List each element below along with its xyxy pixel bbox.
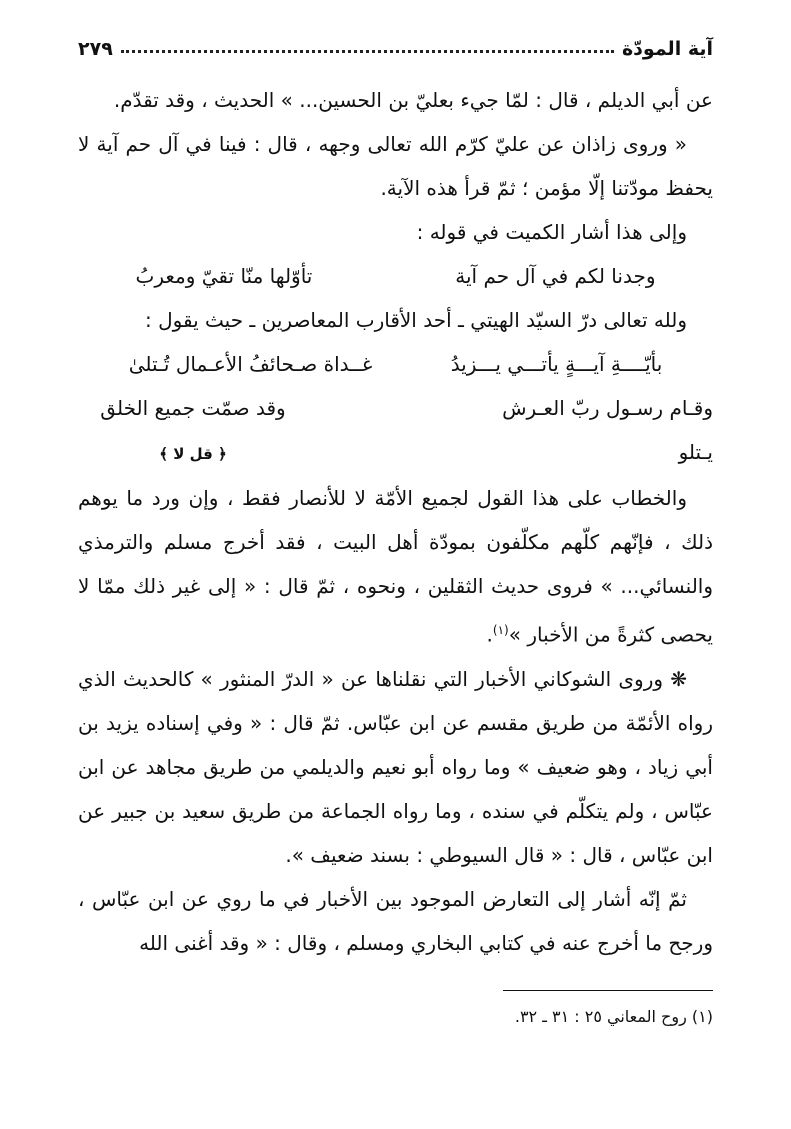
paragraph-5-end: . xyxy=(486,622,493,647)
verse-1-second-hemistich: تأوّلها منّا تقيّ ومعربُ xyxy=(135,264,313,288)
paragraph-6: ❋ وروى الشوكاني الأخبار التي نقلناها عن « الدرّ المنثور » كالحديث الذي رواه الأئمّة من طريق مقسم عن ابن عبّاس. ثمّ قال : « وفي إسناده يزيد بن أبي زياد ، وهو ضعيف » وما رواه أبو نعيم والديلمي من طريق مجاهد عن ابن عبّاس ، ولم يتكلّم في سنده ، وما رواه الجماعة من طريق سعيد بن جبير عن ابن عبّاس ، قال : « قال السيوطي : بسند ضعيف ». xyxy=(78,666,713,867)
paragraph-3: وإلى هذا أشار الكميت في قوله : xyxy=(416,220,687,244)
verse-1-first-hemistich: وجدنا لكم في آل حم آية xyxy=(455,264,656,288)
verse-line-2 xyxy=(78,342,713,386)
footnote-divider xyxy=(503,990,713,991)
page-number: ٢٧٩ xyxy=(78,38,113,60)
paragraph-5-text: والخطاب على هذا القول لجميع الأمّة لا للأنصار فقط ، وإن ورد ما يوهم ذلك ، فإنّهم كلّهم مكلّفون بمودّة أهل البيت ، فقد أخرج مسلم والترمذي والنسائي... » فروى حديث الثقلين ، ونحوه ، ثمّ قال : « إلى غير ذلك ممّا لا يحصى كثرةً من الأخبار » xyxy=(78,486,713,647)
verse-line-3 xyxy=(78,386,713,476)
quran-quote: ﴿ قل لا ﴾ xyxy=(159,445,227,463)
paragraph-4: ولله تعالى درّ السيّد الهيتي ـ أحد الأقارب المعاصرين ـ حيث يقول : xyxy=(145,308,687,332)
verse-2-first-hemistich: بأيّــــةِ آيـــةٍ يأتـــي يـــزيدُ xyxy=(450,352,663,376)
verse-3-first-hemistich: وقـام رسـول ربّ العـرش يـتلو xyxy=(502,396,713,464)
paragraph-7: ثمّ إنّه أشار إلى التعارض الموجود بين الأخبار في ما روي عن ابن عبّاس ، ورجح ما أخرج عنه في كتابي البخاري ومسلم ، وقال : « وقد أغنى الله xyxy=(78,886,713,955)
paragraph-1: عن أبي الديلم ، قال : لمّا جيء بعليّ بن الحسين... » الحديث ، وقد تقدّم. xyxy=(113,88,713,112)
leader-dots xyxy=(121,50,614,53)
verse-3-text: وقد صمّت جميع الخلق xyxy=(100,396,286,420)
main-text xyxy=(78,78,713,965)
footnote: (١) روح المعاني ٢٥ : ٣١ ـ ٣٢. xyxy=(514,1007,713,1026)
verse-2-second-hemistich: غــداة صـحائفُ الأعـمال تُـتلىٰ xyxy=(128,352,373,376)
footnote-reference: (١) xyxy=(492,623,509,637)
chapter-title: آية المودّة xyxy=(621,38,713,60)
paragraph-5 xyxy=(78,476,713,657)
verse-3-second-hemistich xyxy=(78,386,423,476)
running-header xyxy=(78,30,713,60)
verse-line-1 xyxy=(78,254,713,298)
paragraph-2: « وروى زاذان عن عليّ كرّم الله تعالى وجهه ، قال : فينا في آل حم آية لا يحفظ مودّتنا إلّا مؤمن ؛ ثمّ قرأ هذه الآية. xyxy=(78,132,713,200)
